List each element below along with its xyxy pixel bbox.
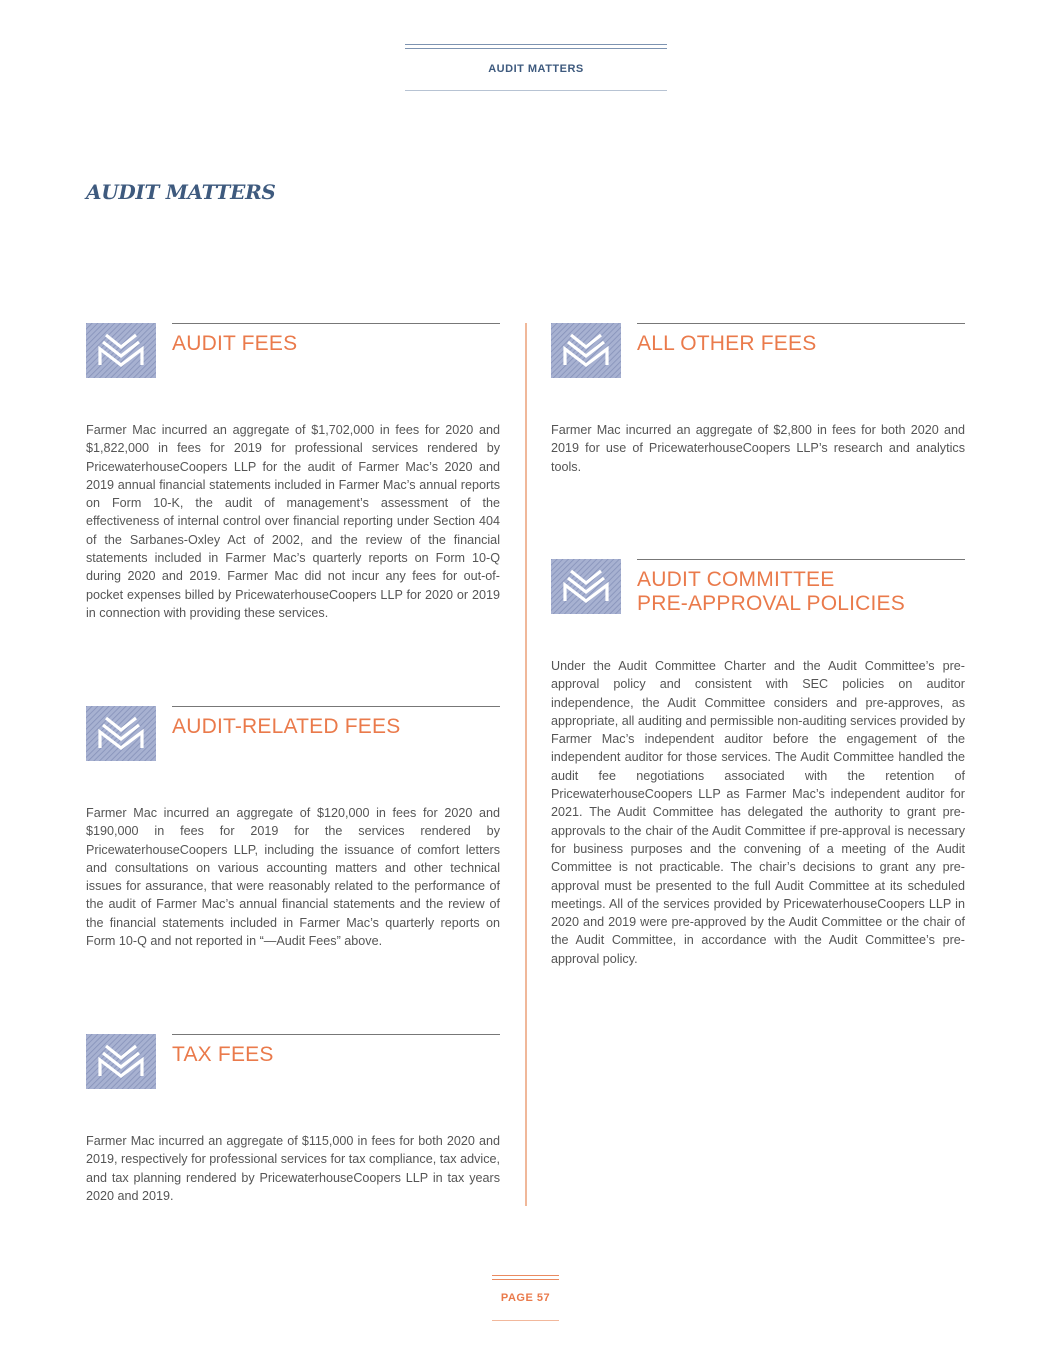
all-other-fees-text: Farmer Mac incurred an aggregate of $2,800 in fees for both 2020 and 2019 for use of PricewaterhouseCoopers LLP’s research and analytics tools. bbox=[551, 423, 965, 474]
section-rule bbox=[172, 1034, 500, 1035]
section-all-other-fees-heading bbox=[551, 323, 965, 379]
audit-related-fees-text: Farmer Mac incurred an aggregate of $120,000 in fees for 2020 and $190,000 in fees for 2019 for the services rendered by PricewaterhouseCoopers LLP, including the issuance of comfort letters and consultations on various accounting matters and other technical issues for assurance, that were reasonably related to the performance of the audit of Farmer Mac’s annual financial statements and the review of the financial statements included in Farmer Mac’s quarterly reports on Form 10-Q and not reported in “—Audit Fees” above. bbox=[86, 806, 500, 949]
section-title: AUDIT-RELATED FEES bbox=[172, 715, 401, 738]
footer-double-rule bbox=[492, 1275, 559, 1280]
section-rule bbox=[637, 559, 965, 560]
section-rule bbox=[637, 323, 965, 324]
section-rule bbox=[172, 706, 500, 707]
tax-fees-text: Farmer Mac incurred an aggregate of $115,000 in fees for both 2020 and 2019, respectively for professional services for tax compliance, tax advice, and tax planning rendered by PricewaterhouseCoopers LLP in tax years 2020 and 2019. bbox=[86, 1134, 500, 1203]
farmer-mac-logo-icon bbox=[551, 323, 621, 378]
farmer-mac-logo-icon bbox=[551, 559, 621, 614]
section-audit-fees-heading bbox=[86, 323, 500, 379]
section-title bbox=[637, 568, 905, 616]
section-rule bbox=[172, 323, 500, 324]
section-title-line-1: AUDIT COMMITTEE bbox=[637, 568, 835, 591]
running-header bbox=[405, 44, 667, 91]
section-tax-fees-heading bbox=[86, 1034, 500, 1090]
header-double-rule bbox=[405, 44, 667, 49]
section-title: AUDIT FEES bbox=[172, 332, 298, 355]
page-footer bbox=[492, 1275, 559, 1322]
section-title: ALL OTHER FEES bbox=[637, 332, 817, 355]
farmer-mac-logo-icon bbox=[86, 1034, 156, 1089]
page-number: PAGE 57 bbox=[500, 1292, 551, 1304]
section-title-line-2: PRE-APPROVAL POLICIES bbox=[637, 592, 905, 615]
section-audit-related-fees-heading bbox=[86, 706, 500, 762]
farmer-mac-logo-icon bbox=[86, 706, 156, 761]
audit-fees-text: Farmer Mac incurred an aggregate of $1,702,000 in fees for 2020 and $1,822,000 in fees for 2019 for professional services rendered by PricewaterhouseCoopers LLP for the audit of Farmer Mac’s 2020 and 2019 annual financial statements included in Farmer Mac’s annual reports on Form 10-K, the audit of management’s assessment of the effectiveness of internal control over financial reporting under Section 404 of the Sarbanes-Oxley Act of 2002, and the review of the financial statements included in Farmer Mac’s quarterly reports on Form 10-Q during 2020 and 2019. Farmer Mac did not incur any fees for out-of-pocket expenses billed by PricewaterhouseCoopers LLP for 2020 or 2019 in connection with providing these services. bbox=[86, 423, 500, 620]
page-title: AUDIT MATTERS bbox=[86, 180, 276, 204]
header-rule bbox=[405, 90, 667, 91]
pre-approval-text: Under the Audit Committee Charter and the Audit Committee’s pre-approval policy and consistent with SEC policies on auditor independence, the Audit Committee considers and pre-approves, as appropriate, all auditing and permissible non-auditing services provided by Farmer Mac’s independent auditor before the engagement of the independent auditor for those services. The Audit Committee handled the audit fee negotiations associated with the retention of PricewaterhouseCoopers LLP as Farmer Mac’s independent auditor for 2021. The Audit Committee has delegated the authority to grant pre-approvals to the chair of the Audit Committee if pre-approval is necessary for business purposes and the convening of a meeting of the Audit Committee is not practicable. The chair’s decisions to grant any pre-approval must be presented to the full Audit Committee at its scheduled meetings. All of the services provided by PricewaterhouseCoopers LLP in 2020 and 2019 were pre-approved by the Audit Committee or the chair of the Audit Committee, in accordance with the Audit Committee’s pre-approval policy. bbox=[551, 659, 965, 966]
section-pre-approval-heading bbox=[551, 559, 965, 619]
section-title: TAX FEES bbox=[172, 1043, 274, 1066]
column-divider bbox=[525, 323, 527, 1206]
farmer-mac-logo-icon bbox=[86, 323, 156, 378]
footer-rule bbox=[492, 1320, 559, 1321]
running-header-title: AUDIT MATTERS bbox=[488, 63, 584, 75]
